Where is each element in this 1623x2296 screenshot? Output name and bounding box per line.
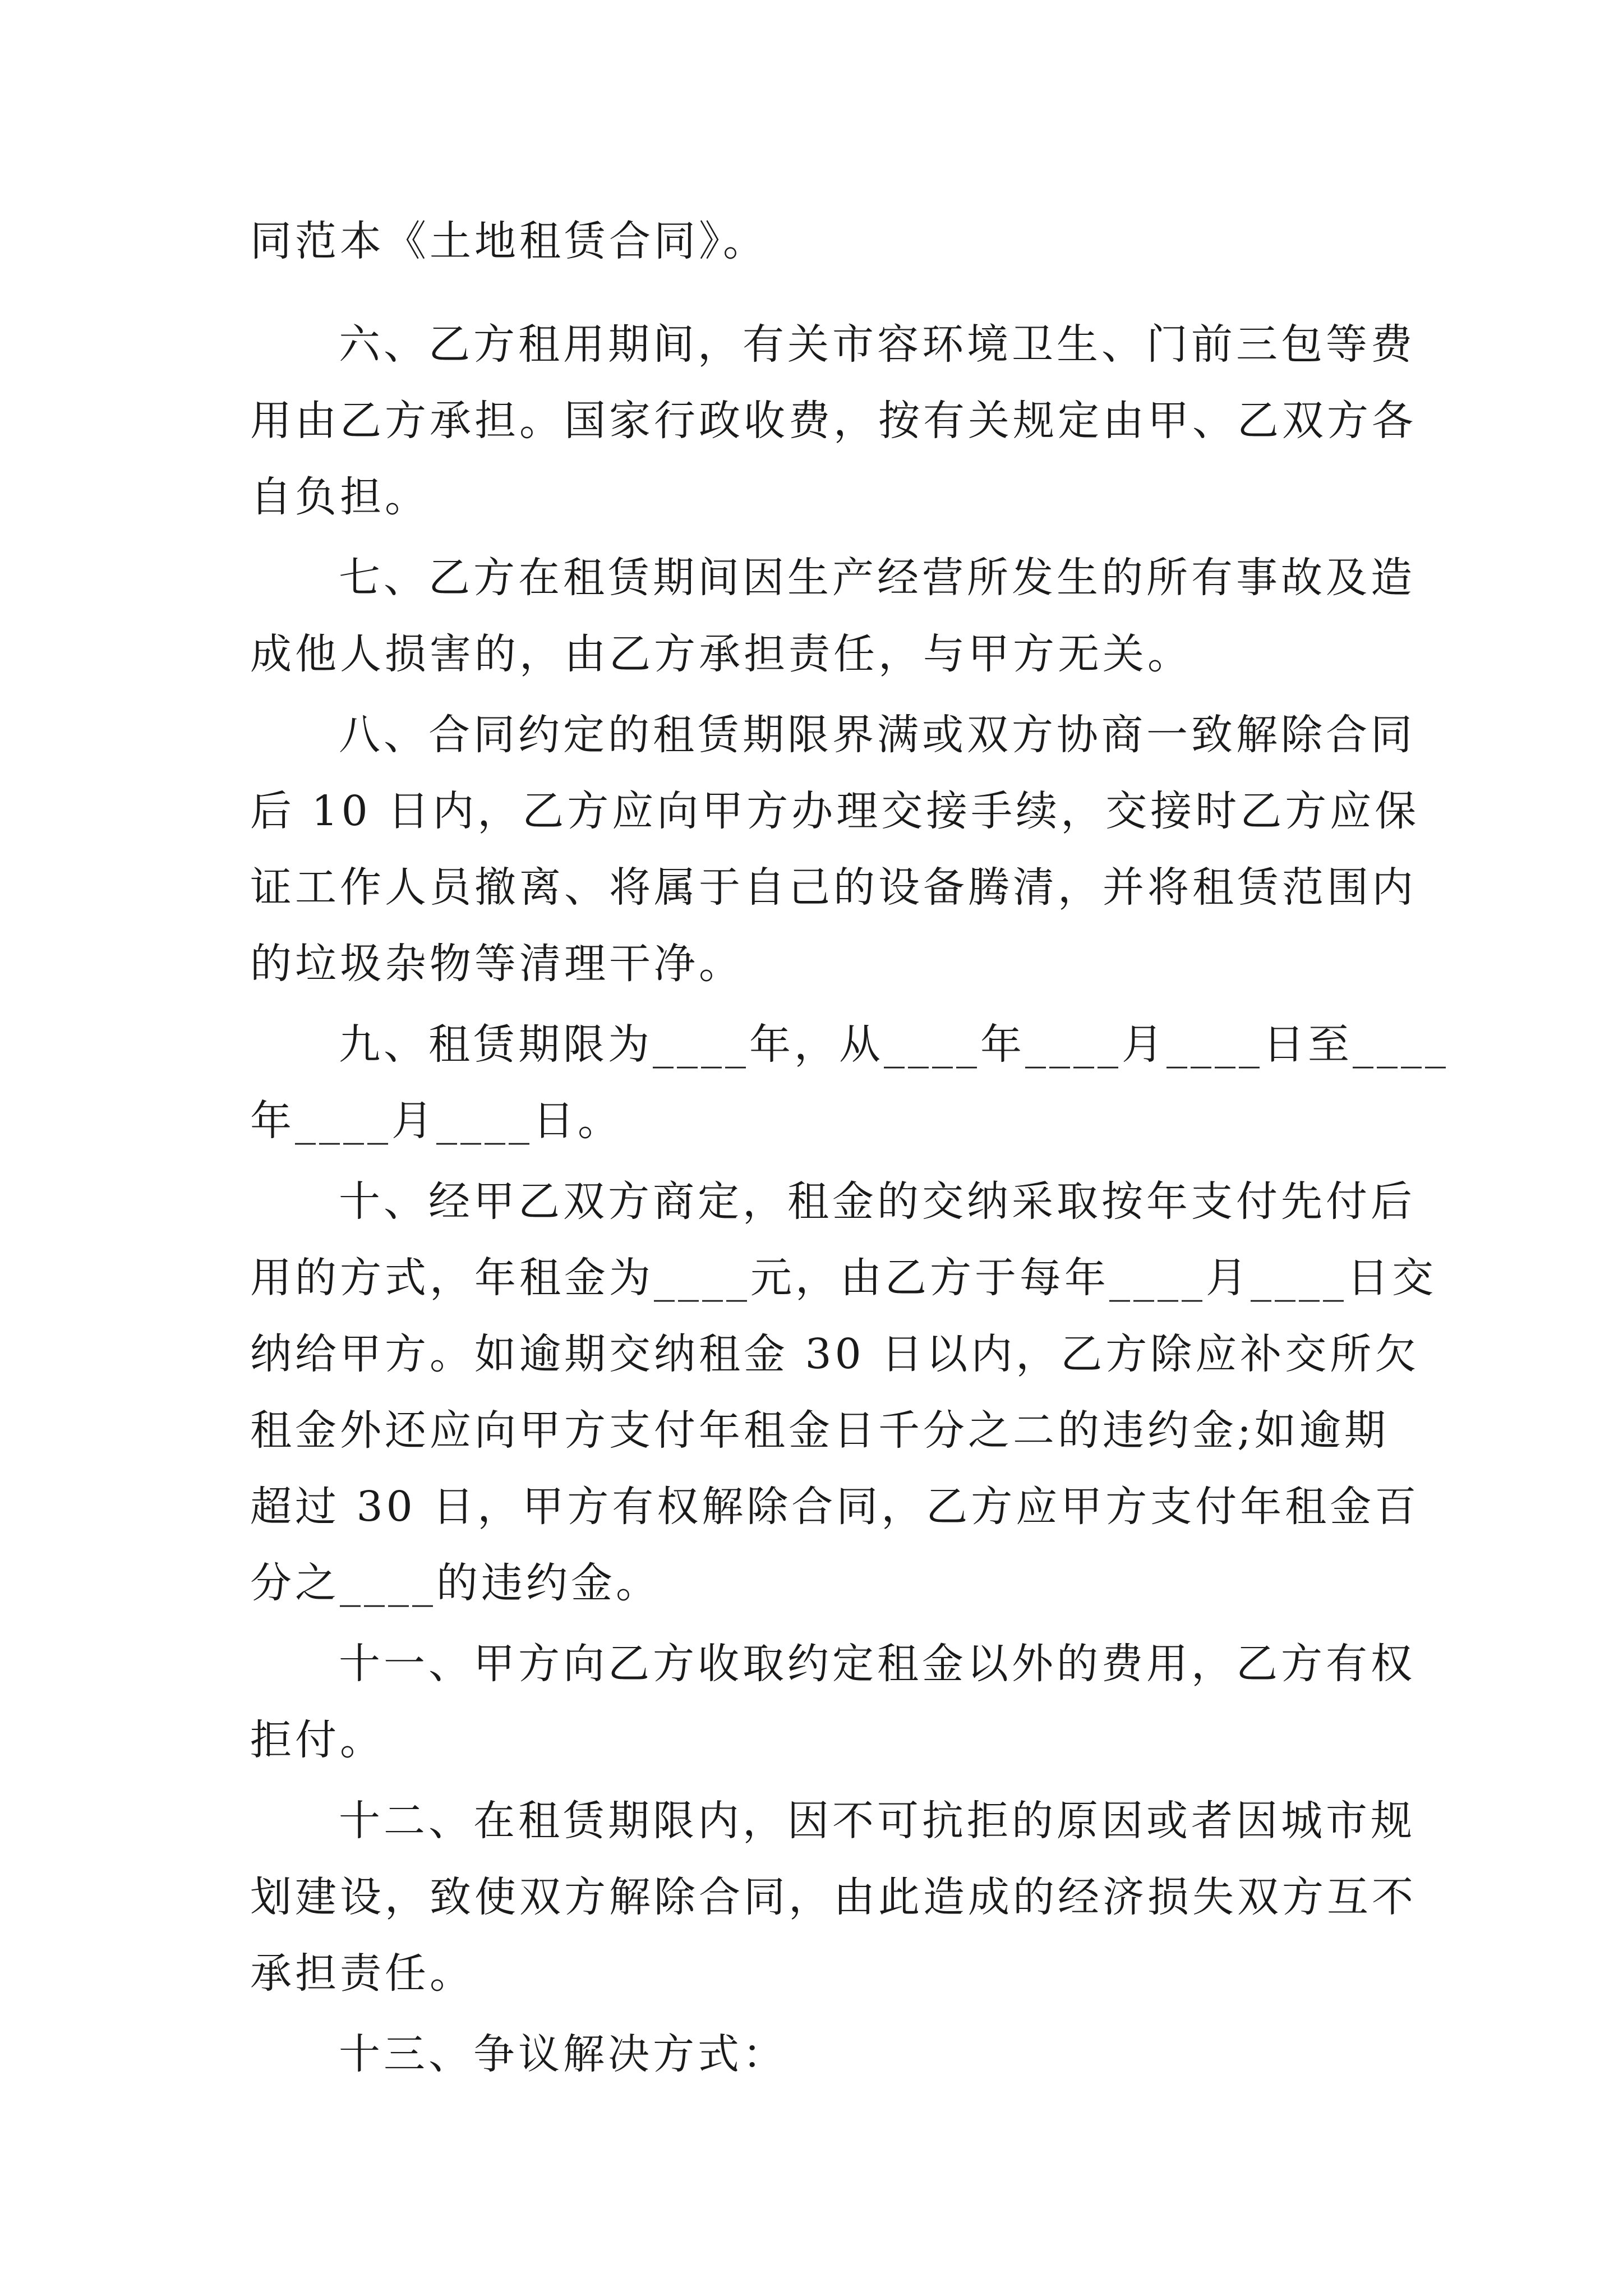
text-line-17: 超过 30 日，甲方有权解除合同，乙方应甲方支付年租金百 [250, 1483, 1420, 1531]
text-line-13: 十、经甲乙双方商定，租金的交纳采取按年支付先付后 [339, 1177, 1415, 1226]
text-line-15: 纳给甲方。如逾期交纳租金 30 日以内，乙方除应补交所欠 [250, 1330, 1420, 1378]
text-line-21: 十二、在租赁期限内，因不可抗拒的原因或者因城市规 [339, 1797, 1415, 1845]
text-line-9: 证工作人员撤离、将属于自己的设备腾清，并将租赁范围内 [250, 863, 1417, 912]
text-line-23: 承担责任。 [250, 1949, 474, 1998]
text-line-19: 十一、甲方向乙方收取约定租金以外的费用，乙方有权 [339, 1640, 1415, 1688]
text-line-1: 同范本《土地租赁合同》。 [250, 217, 768, 265]
text-line-10: 的垃圾杂物等清理干净。 [250, 940, 744, 988]
text-line-12: 年____月____日。 [250, 1097, 623, 1145]
text-line-18: 分之____的违约金。 [250, 1559, 661, 1607]
text-line-4: 自负担。 [250, 473, 430, 521]
text-line-16: 租金外还应向甲方支付年租金日千分之二的违约金;如逾期 [250, 1406, 1389, 1455]
text-line-20: 拒付。 [250, 1716, 385, 1764]
text-line-14: 用的方式，年租金为____元，由乙方于每年____月____日交 [250, 1254, 1437, 1302]
text-line-11: 九、租赁期限为____年，从____年____月____日至____ [339, 1020, 1449, 1069]
text-line-5: 七、乙方在租赁期间因生产经营所发生的所有事故及造 [339, 554, 1415, 602]
text-line-8: 后 10 日内，乙方应向甲方办理交接手续，交接时乙方应保 [250, 787, 1420, 835]
text-line-6: 成他人损害的，由乙方承担责任，与甲方无关。 [250, 630, 1192, 678]
text-line-3: 用由乙方承担。国家行政收费，按有关规定由甲、乙双方各 [250, 397, 1417, 445]
text-line-2: 六、乙方租用期间，有关市容环境卫生、门前三包等费 [339, 320, 1415, 369]
text-line-24: 十三、争议解决方式： [339, 2030, 787, 2078]
text-line-22: 划建设，致使双方解除合同，由此造成的经济损失双方互不 [250, 1873, 1417, 1921]
text-line-7: 八、合同约定的租赁期限界满或双方协商一致解除合同 [339, 711, 1415, 759]
